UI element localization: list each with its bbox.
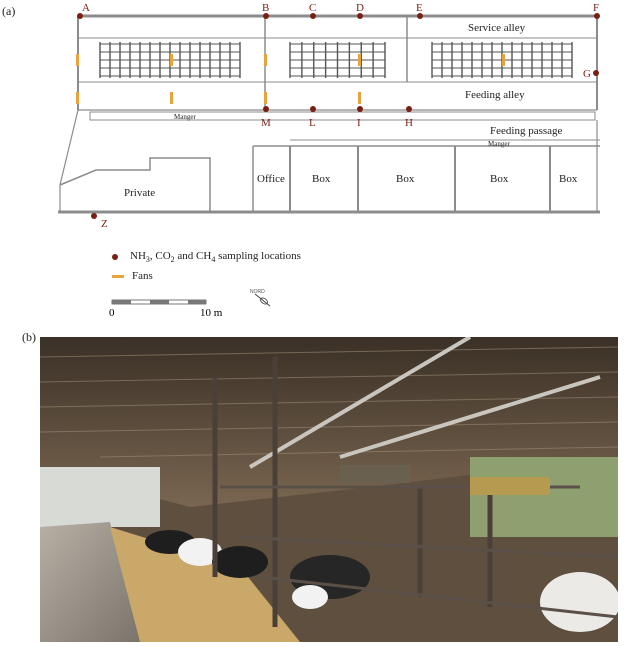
sampling-dot-icon — [112, 254, 118, 260]
barn-interior-photo — [40, 337, 618, 642]
box-label-1: Box — [312, 173, 331, 185]
label-m: M — [261, 117, 271, 129]
legend-sampling — [112, 250, 301, 264]
fan — [264, 54, 267, 66]
feeding-alley-label: Feeding alley — [465, 89, 525, 101]
manger-top-label: Manger — [174, 113, 196, 121]
legend-fans — [112, 270, 153, 282]
box-label-3: Box — [490, 173, 509, 185]
sampling-point-l — [310, 106, 316, 112]
panel-label-b: (b) — [22, 330, 36, 344]
label-d: D — [356, 2, 364, 14]
label-c: C — [309, 2, 317, 14]
sampling-point-h — [406, 106, 412, 112]
box-label-4: Box — [559, 173, 578, 185]
fan — [76, 54, 79, 66]
label-a: A — [82, 2, 90, 14]
sampling-point-m — [263, 106, 269, 112]
fan — [358, 54, 361, 66]
fan-icon — [112, 275, 124, 278]
fan — [170, 54, 173, 66]
label-z: Z — [101, 218, 108, 230]
label-f: F — [593, 2, 600, 14]
sampling-point-g — [593, 70, 599, 76]
private-room-label: Private — [124, 187, 156, 199]
office-label: Office — [257, 173, 285, 185]
fan — [170, 92, 173, 104]
label-i: I — [357, 117, 361, 129]
box-label-2: Box — [396, 173, 415, 185]
north-arrow-icon — [250, 289, 270, 306]
north-label: NORD — [250, 289, 265, 295]
scale-bar — [109, 300, 223, 319]
legend-fans-text: Fans — [132, 270, 153, 282]
label-l: L — [309, 117, 316, 129]
service-alley-label: Service alley — [468, 22, 526, 34]
fan — [76, 92, 79, 104]
label-h: H — [405, 117, 413, 129]
scale-start-label: 0 — [109, 307, 115, 319]
sampling-point-i — [357, 106, 363, 112]
scale-end-label: 10 m — [200, 307, 223, 319]
fan — [358, 92, 361, 104]
fan — [264, 92, 267, 104]
legend-sampling-text: $NH_3$, $CO_2$ and $CH_4$ sampling locations — [130, 250, 301, 265]
feeding-passage-label: Feeding passage — [490, 125, 563, 137]
manger-bottom-label: Manger — [488, 140, 510, 148]
sampling-point-z — [91, 213, 97, 219]
panel-label-a: (a) — [2, 4, 16, 18]
label-e: E — [416, 2, 423, 14]
label-b: B — [262, 2, 270, 14]
label-g: G — [583, 68, 591, 80]
fan — [502, 54, 505, 66]
